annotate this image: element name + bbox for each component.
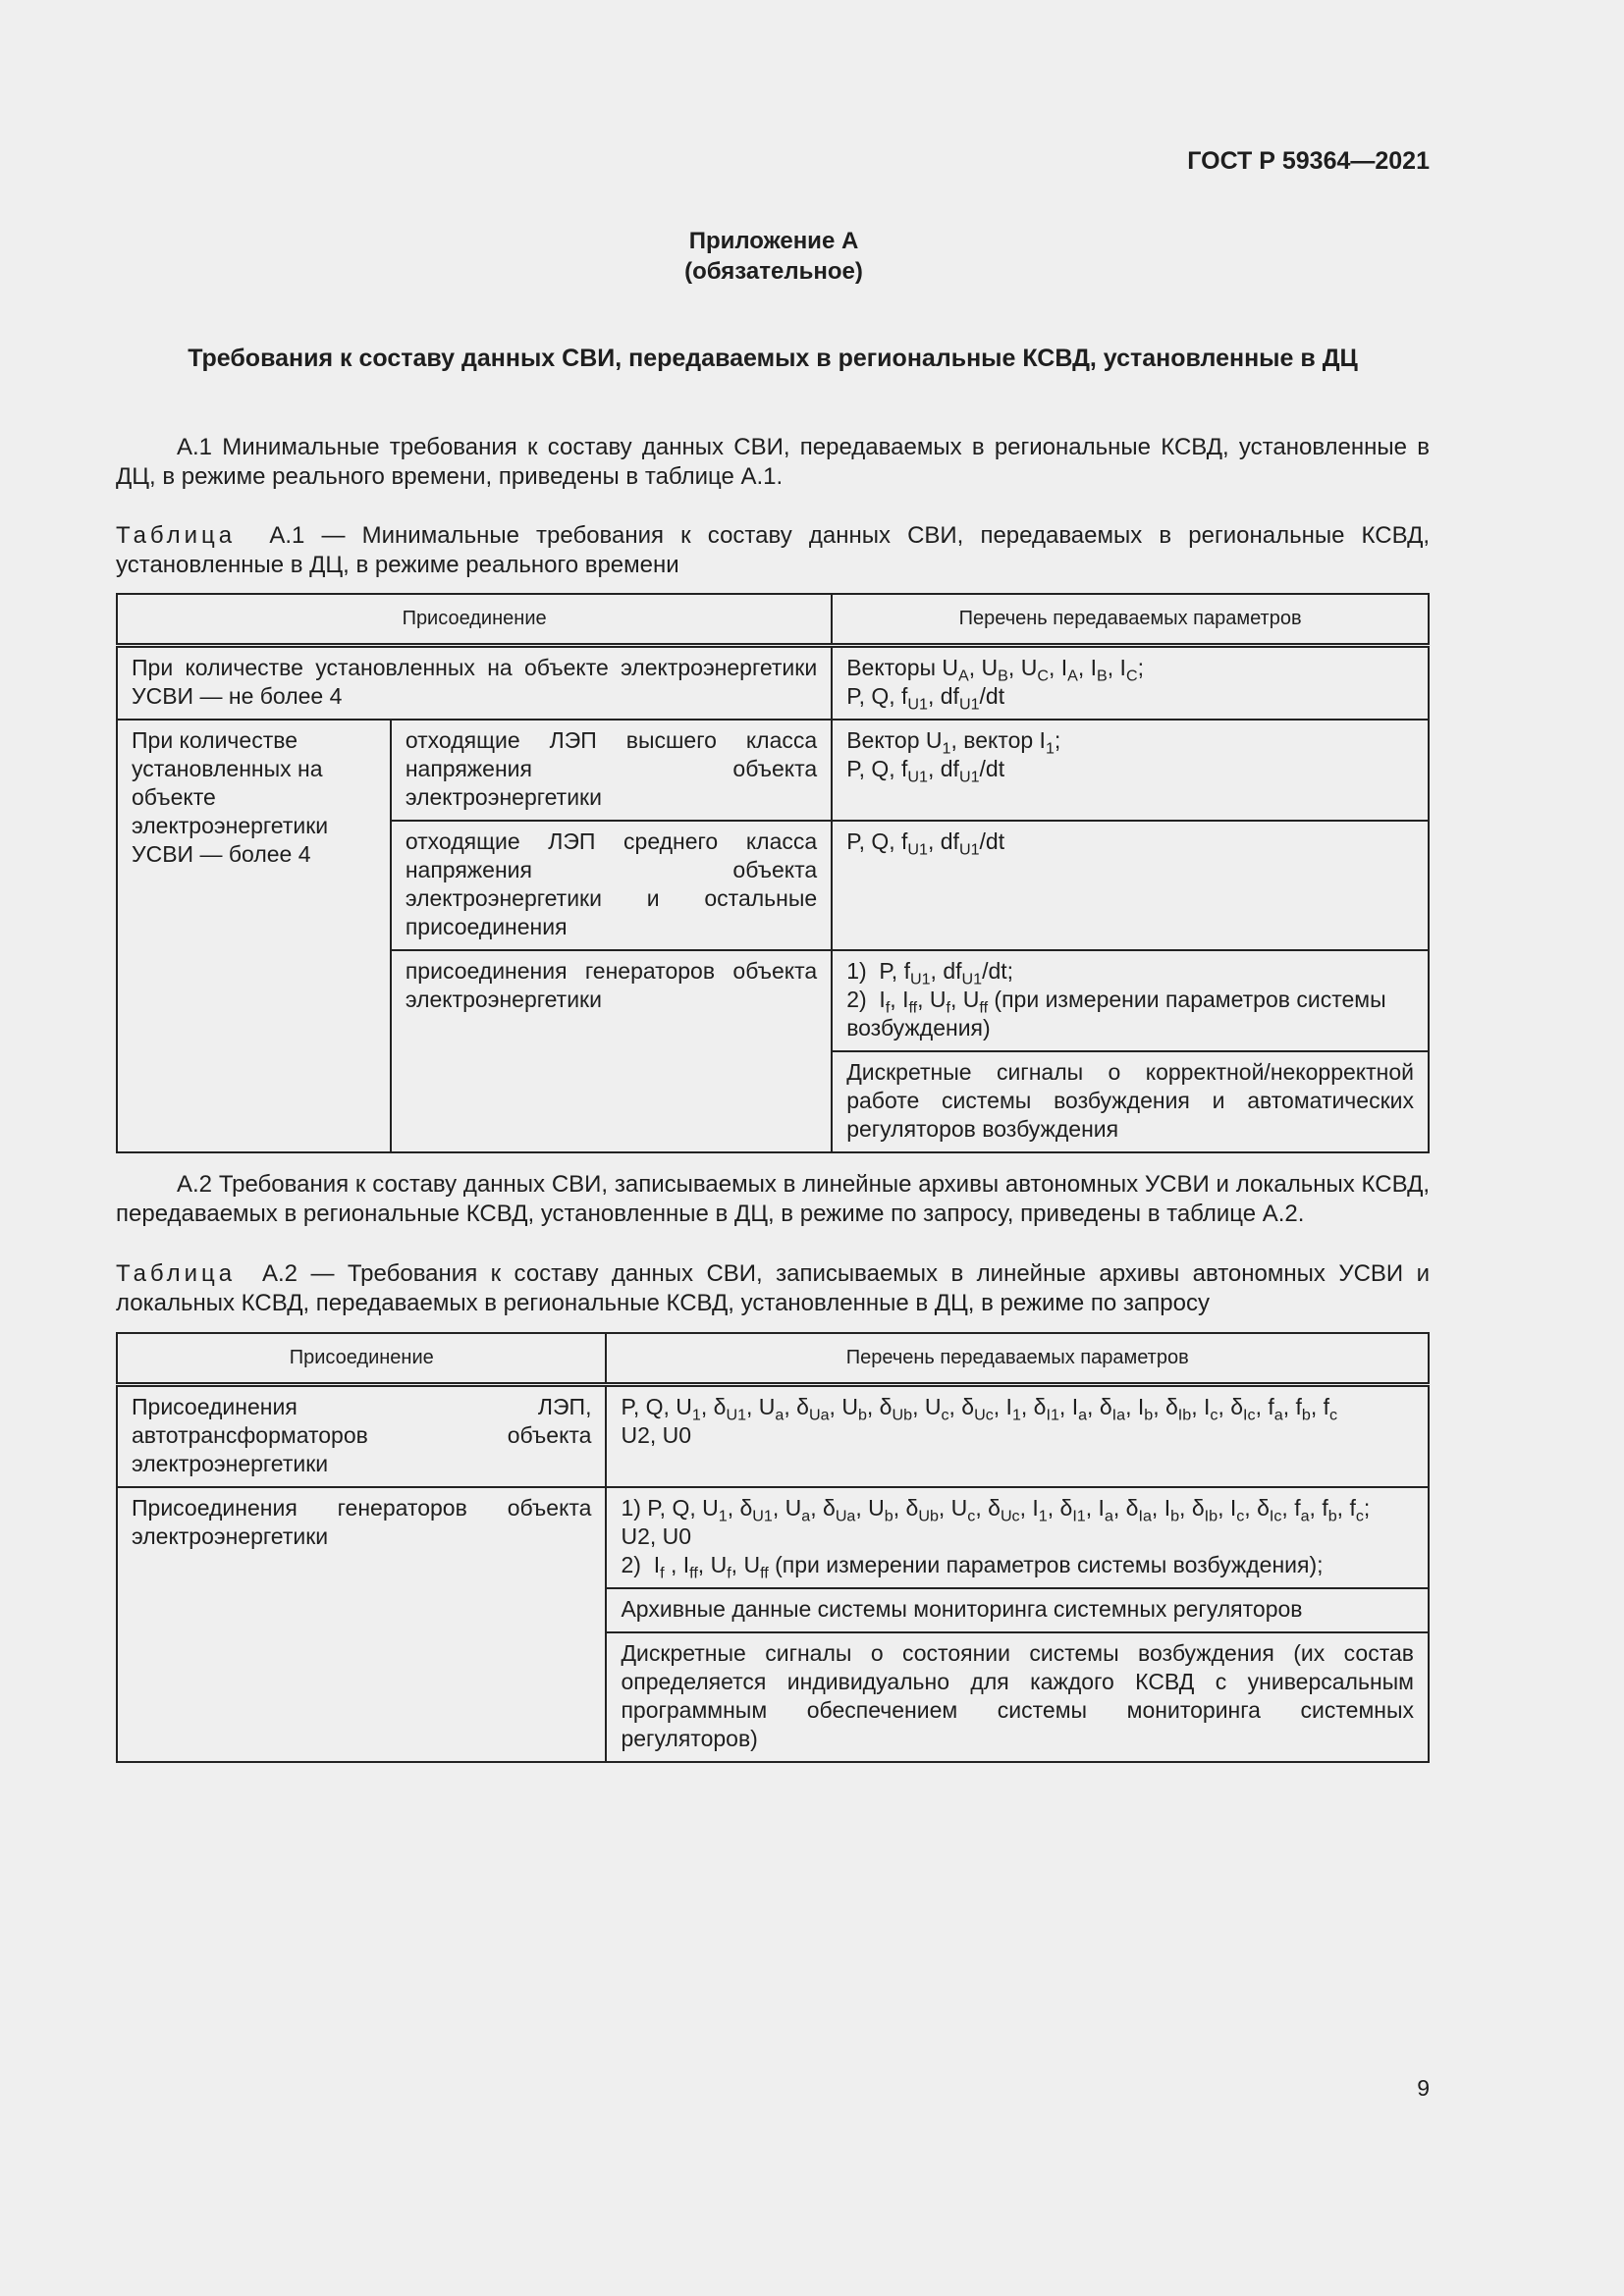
- cell-parameters: Векторы $U_A$, $U_B$, $U_C$, $I_A$, $I_B$, $I_C$; P, Q, $f_{U1}$, $df_{U1}/dt$: [832, 646, 1429, 721]
- cell-subconnection: отходящие ЛЭП высшего класса напряжения объекта электроэнергетики: [391, 720, 832, 821]
- cell-parameters: Архивные данные системы мониторинга системных регуляторов: [606, 1588, 1429, 1632]
- document-title: Требования к составу данных СВИ, передаваемых в региональные КСВД, установленные в ДЦ: [188, 345, 1358, 372]
- cell-connection: При количестве установленных на объекте электроэнергетики УСВИ — более 4: [117, 720, 391, 1152]
- standard-code: ГОСТ Р 59364—2021: [1187, 147, 1430, 175]
- column-header: Перечень передаваемых параметров: [832, 594, 1429, 646]
- appendix-title: Приложение А: [688, 228, 859, 254]
- column-header: Присоединение: [117, 1333, 606, 1385]
- cell-subconnection: отходящие ЛЭП среднего класса напряжения объекта электроэнергетики и остальные присоединения: [391, 821, 832, 950]
- table-header-row: [117, 1333, 1429, 1385]
- table-row: [117, 720, 1429, 821]
- cell-subconnection: присоединения генераторов объекта электроэнергетики: [391, 950, 832, 1152]
- cell-connection: Присоединения генераторов объекта электроэнергетики: [117, 1487, 606, 1762]
- cell-parameters: 1) P, Q, $U_1$, $\delta_{U1}$, $U_a$, $\delta_{Ua}$, $U_b$, $\delta_{Ub}$, $U_c$, $\delta_{Uc}$, $I_1$, $\delta_{I1}$, $I_a$, $\delta_{Ia}$, $I_b$, $\delta_{Ib}$, $I_c$, $\delta_{Ic}$, $f_a$, $f_b$, $f_c$; U2, U0 2) $I_f$ , $I_{ff}$, $U_f$, $U_{ff}$ (при измерении параметров системы возбуждения);: [606, 1487, 1429, 1588]
- table-row: [117, 1385, 1429, 1488]
- table-a2: [116, 1332, 1430, 1763]
- table-row: [117, 1487, 1429, 1588]
- table-a1: [116, 593, 1430, 1153]
- paragraph-a1: А.1 Минимальные требования к составу данных СВИ, передаваемых в региональные КСВД, установленные в ДЦ, в режиме реального времени, приведены в таблице А.1.: [116, 434, 1430, 490]
- table-header-row: [117, 594, 1429, 646]
- paragraph-a2: А.2 Требования к составу данных СВИ, записываемых в линейные архивы автономных УСВИ и локальных КСВД, передаваемых в региональные КСВД, установленные в ДЦ, в режиме по запросу, приведены в таблице А.2.: [116, 1171, 1430, 1227]
- appendix-status: (обязательное): [684, 258, 863, 285]
- cell-parameters: Вектор $U_1$, вектор $I_1$; P, Q, $f_{U1}$, $df_{U1}/dt$: [832, 720, 1429, 821]
- appendix-heading: [0, 226, 1547, 287]
- cell-parameters: Дискретные сигналы о состоянии системы возбуждения (их состав определяется индивидуально для каждого КСВД с универсальным программным обеспечением системы мониторинга системных регуляторов): [606, 1632, 1429, 1762]
- cell-parameters: 1) P, $f_{U1}$, $df_{U1}/dt$; 2) $I_f$, $I_{ff}$, $U_f$, $U_{ff}$ (при измерении параметров системы возбуждения): [832, 950, 1429, 1051]
- column-header: Перечень передаваемых параметров: [606, 1333, 1429, 1385]
- cell-connection: При количестве установленных на объекте электроэнергетики УСВИ — не более 4: [117, 646, 832, 721]
- cell-parameters: Дискретные сигналы о корректной/некорректной работе системы возбуждения и автоматических регуляторов возбуждения: [832, 1051, 1429, 1152]
- cell-parameters: P, Q, $f_{U1}$, $df_{U1}/dt$: [832, 821, 1429, 950]
- column-header: Присоединение: [117, 594, 832, 646]
- table-a2-caption: Таблица А.2 — Требования к составу данных СВИ, записываемых в линейные архивы автономных УСВИ и локальных КСВД, передаваемых в региональные КСВД, установленные в ДЦ, в режиме по запросу: [116, 1260, 1430, 1316]
- table-row: [117, 646, 1429, 721]
- page-number: 9: [1417, 2075, 1430, 2101]
- cell-connection: Присоединения ЛЭП, автотрансформаторов объекта электроэнергетики: [117, 1385, 606, 1488]
- table-a1-caption: Таблица А.1 — Минимальные требования к составу данных СВИ, передаваемых в региональные КСВД, установленные в ДЦ, в режиме реального времени: [116, 522, 1430, 578]
- cell-parameters: P, Q, $U_1$, $\delta_{U1}$, $U_a$, $\delta_{Ua}$, $U_b$, $\delta_{Ub}$, $U_c$, $\delta_{Uc}$, $I_1$, $\delta_{I1}$, $I_a$, $\delta_{Ia}$, $I_b$, $\delta_{Ib}$, $I_c$, $\delta_{Ic}$, $f_a$, $f_b$, $f_c$ U2, U0: [606, 1385, 1429, 1488]
